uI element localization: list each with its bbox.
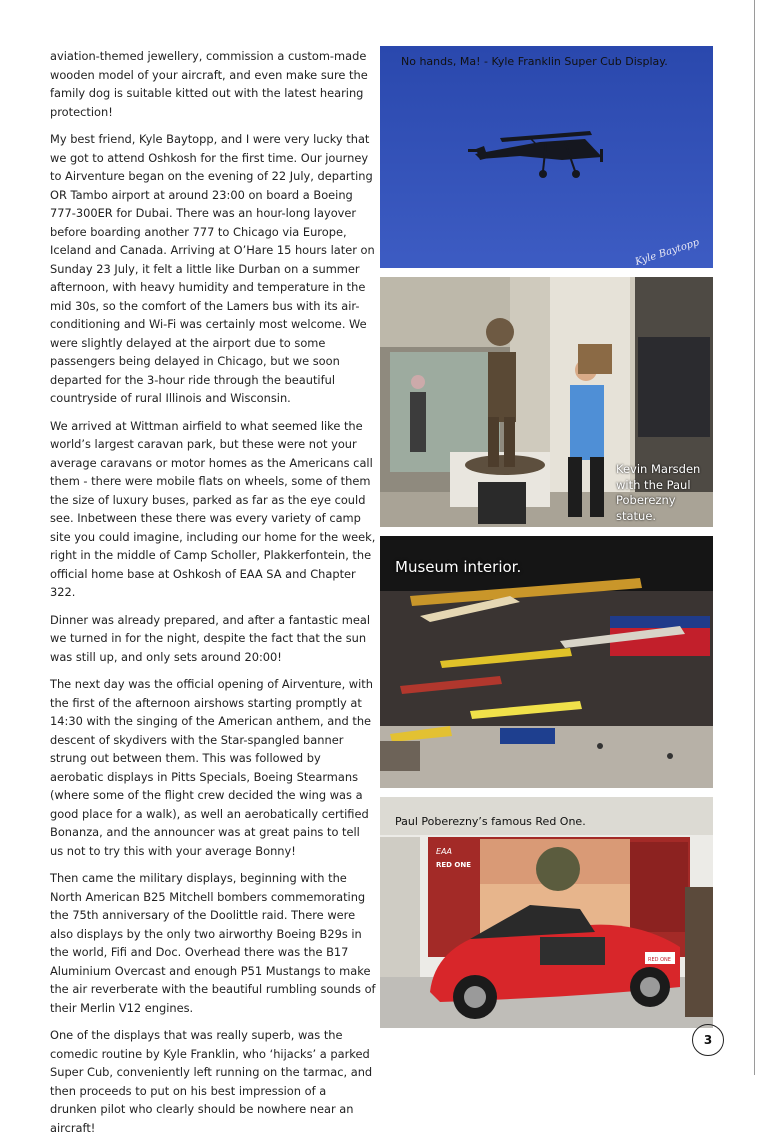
- paragraph-4: Dinner was already prepared, and after a fantastic meal we turned in for the night, despite the fact that the sun was still up, and only sets around 20:00!: [50, 612, 371, 664]
- super-cub-image: [380, 46, 713, 268]
- paragraph-2: My best friend, Kyle Baytopp, and I were very lucky that we got to attend Oshkosh for the first time. Our journey to Airventure began on the evening of 22 July, departing OR Tambo airport at around 23:00 on board a Boeing 777-300ER for Dubai. There was an hour-long layover before boarding another 777 to Chicago via Europe, Iceland and Canada. Arriving at O’Hare 15 hours later on Sunday 23 July, it felt a little like Durban on a summer afternoon, with heavy humidity and temperature in the mid 30s, so the comfort of the Lamers bus with its air-conditioning and Wi-Fi was certainly most welcome. We were slightly delayed at the airport due to some passengers being delayed in Chicago, but we soon departed for the 3-hour ride through the beautiful countryside of rural Illinois and Wisconsin.: [50, 132, 375, 405]
- page-number: [692, 1024, 724, 1056]
- article-text-column: [50, 47, 376, 1146]
- page-edge-rule: [754, 0, 755, 1075]
- paragraph-3: We arrived at Wittman airfield to what seemed like the world’s largest caravan park, but these were not your average caravans or motor homes as the Americans call them - there were mobile flats on wheels, some of them the size of luxury buses, parked as far as the eye could see. Inbetween these there was every variety of camp site you could imagine, including our home for the week, right in the middle of Camp Scholler, Plakkerfontein, the official home base at Oshkosh of EAA SA and Chapter 322.: [50, 418, 376, 599]
- statue-caption: Kevin Marsden with the Paul Poberezny statue.: [616, 462, 701, 523]
- red-one-image: [380, 797, 713, 1028]
- paragraph-7: One of the displays that was really superb, was the comedic routine by Kyle Franklin, who ‘hijacks’ a parked Super Cub, conveniently left running on the tarmac, and then proceeds to put on his best impression of a drunken pilot who clearly should be nowhere near an aircraft!: [50, 1028, 373, 1135]
- paragraph-1: aviation-themed jewellery, commission a custom-made wooden model of your aircraft, and even make sure the family dog is suitable kitted out with the latest hearing protection!: [50, 49, 368, 119]
- super-cub-caption: No hands, Ma! - Kyle Franklin Super Cub Display.: [401, 55, 668, 68]
- red-one-plate: RED ONE: [648, 957, 671, 963]
- museum-caption: Museum interior.: [395, 558, 522, 576]
- red-one-caption: Paul Poberezny’s famous Red One.: [395, 815, 586, 828]
- page-number-text: 3: [703, 1033, 713, 1047]
- red-one-banner-title: RED ONE: [436, 861, 472, 869]
- red-one-photo: [380, 797, 713, 1028]
- paragraph-6: Then came the military displays, beginning with the North American B25 Mitchell bombers commemorating the 75th anniversary of the Doolittle raid. There were also displays by the only two airworthy Boeing B29s in the world, Fifi and Doc. Overhead there was the B17 Aluminium Overcast and enough P51 Mustangs to make the air reverberate with the beautiful rumbling sounds of their Merlin V12 engines.: [50, 871, 376, 1015]
- paragraph-5: The next day was the official opening of Airventure, with the first of the afternoon airshows starting promptly at 14:30 with the singing of the American anthem, and the descent of skydivers with the Star-spangled banner strung out between them. This was followed by aerobatic displays in Pitts Specials, Boeing Stearmans (where some of the flight crew decided the wing was a good place for a walk), as well an aerobatically certified Bonanza, and the announcer was at great pains to tell us not to try this with your average Bonny!: [50, 677, 373, 858]
- super-cub-photo: [380, 46, 713, 268]
- eaa-banner-logo: EAA: [436, 847, 452, 856]
- statue-photo: [380, 277, 713, 527]
- photographer-signature: Kyle Baytopp: [634, 236, 702, 268]
- museum-photo: [380, 536, 713, 788]
